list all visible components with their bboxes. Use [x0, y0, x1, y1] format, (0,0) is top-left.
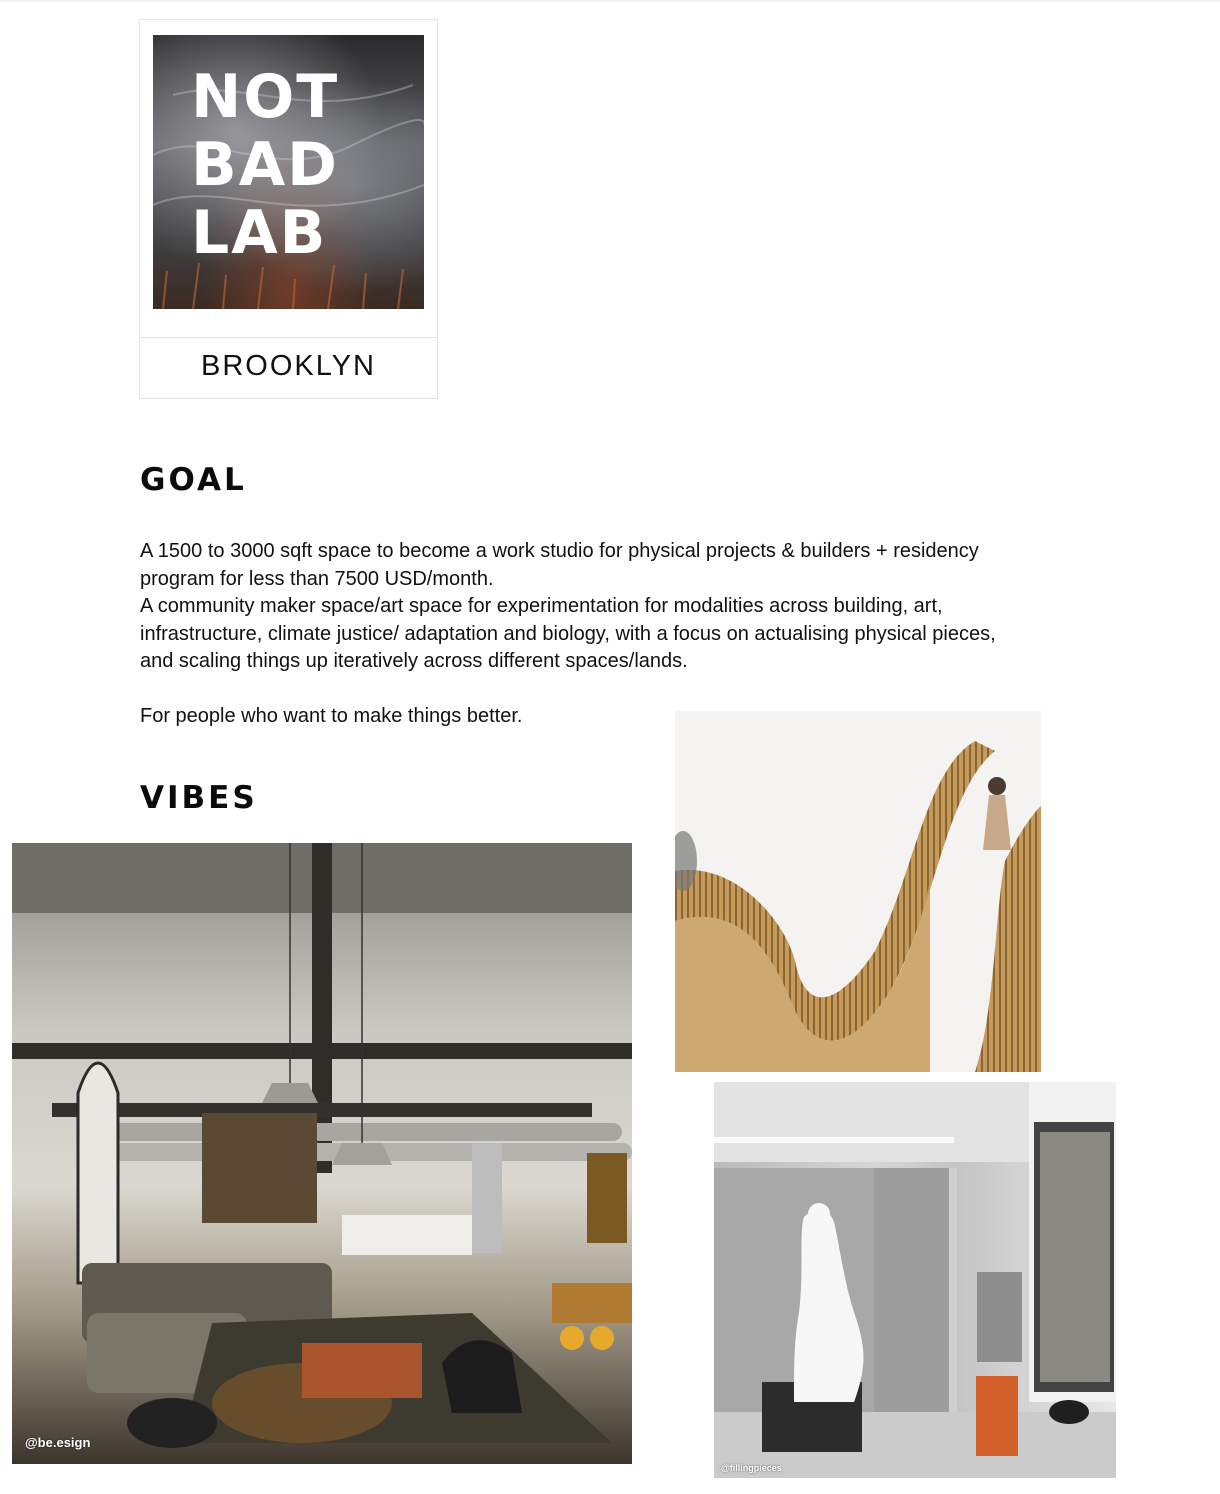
logo-image — [153, 35, 424, 309]
logo-line-3: LAB — [191, 198, 328, 268]
goal-line: infrastructure, climate justice/ adaptation and biology, with a focus on actualising physical pieces, — [140, 622, 996, 645]
goal-line: A community maker space/art space for experimentation for modalities across building, art, — [140, 595, 943, 617]
loft-interior-photo — [12, 843, 632, 1464]
logo-line-1: NOT — [191, 62, 340, 132]
goal-line: and scaling things up iteratively across different spaces/lands. — [140, 650, 688, 672]
logo-caption: BROOKLYN — [200, 350, 376, 382]
goal-description — [140, 538, 1090, 676]
loft-photo-credit: @be.esign — [25, 1435, 91, 1450]
wave-wall-photo — [675, 711, 1041, 1072]
statue-room-illustration — [714, 1082, 1116, 1478]
logo-wordmark — [191, 63, 339, 267]
vibes-heading: VIBES — [140, 780, 258, 816]
logo-divider — [140, 337, 437, 338]
wave-wall-illustration — [675, 711, 1041, 1072]
goal-line: A 1500 to 3000 sqft space to become a work studio for physical projects & builders + residency — [140, 540, 979, 562]
top-divider — [0, 0, 1220, 2]
goal-heading: GOAL — [140, 462, 247, 498]
statue-photo-credit: @fillingpieces — [721, 1463, 782, 1473]
loft-illustration — [12, 843, 632, 1464]
goal-line: program for less than 7500 USD/month. — [140, 567, 494, 590]
goal-tagline: For people who want to make things better. — [140, 705, 523, 727]
statue-room-photo — [714, 1082, 1116, 1478]
logo-card — [139, 19, 438, 399]
logo-line-2: BAD — [191, 130, 339, 200]
